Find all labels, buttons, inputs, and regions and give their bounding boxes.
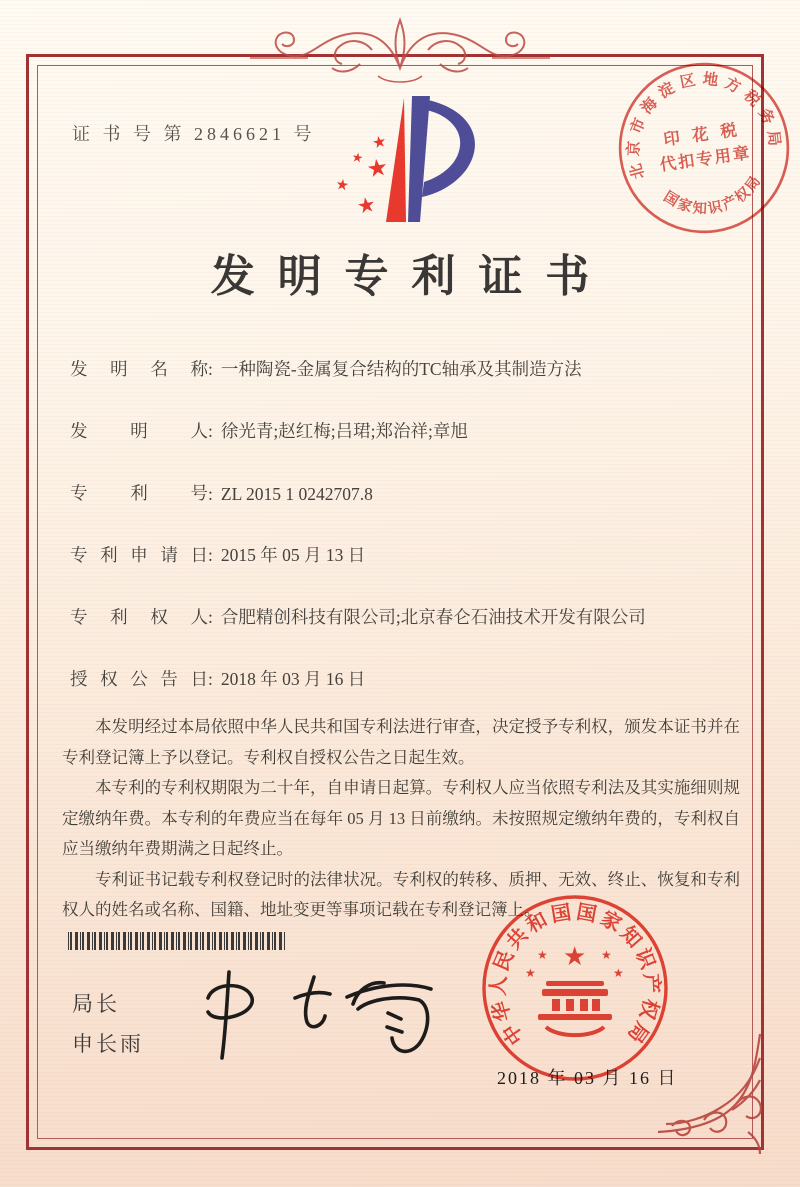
svg-text:★: ★ bbox=[525, 966, 536, 980]
svg-text:★: ★ bbox=[537, 948, 548, 962]
officer-name: 申长雨 bbox=[72, 1032, 144, 1056]
officer-title: 局长 bbox=[72, 992, 120, 1016]
agency-seal bbox=[480, 893, 670, 1083]
field-inventors: 发明人: 徐光青;赵红梅;吕珺;郑治祥;章旭 bbox=[70, 418, 738, 443]
tax-seal-top-text: 北京市海淀区地方税务局 bbox=[625, 70, 784, 181]
field-grant-date: 授权公告日: 2018 年 03 月 16 日 bbox=[70, 666, 738, 691]
field-patentee: 专利权人: 合肥精创科技有限公司;北京春仑石油技术开发有限公司 bbox=[70, 604, 738, 629]
tax-seal-center-line2: 代扣专用章 bbox=[658, 142, 753, 175]
field-label: 专利权人 bbox=[70, 607, 208, 627]
svg-text:★: ★ bbox=[370, 131, 389, 153]
svg-text:★: ★ bbox=[364, 152, 390, 184]
certificate-title: 发明专利证书 bbox=[210, 252, 613, 301]
issue-date: 2018 年 03 月 16 日 bbox=[497, 1068, 678, 1088]
svg-text:★: ★ bbox=[354, 191, 378, 219]
certificate-number: 证 书 号 第 2846621 号 bbox=[72, 124, 316, 144]
field-label: 发明人 bbox=[70, 421, 208, 441]
national-emblem-icon bbox=[525, 942, 624, 1035]
field-label: 专利申请日 bbox=[70, 545, 208, 565]
officer-block bbox=[72, 984, 144, 1064]
agency-seal-ring-text: 中华人民共和国国家知识产权局 bbox=[487, 901, 663, 1050]
field-value: 2018 年 03 月 16 日 bbox=[220, 669, 366, 689]
field-patent-number: 专利号: ZL 2015 1 0242707.8 bbox=[70, 480, 738, 505]
tax-stamp-seal bbox=[614, 58, 794, 238]
logo-red-wedge bbox=[386, 98, 406, 222]
logo-blue-p bbox=[408, 96, 475, 222]
field-value: 合肥精创科技有限公司;北京春仑石油技术开发有限公司 bbox=[220, 607, 646, 627]
logo-stars bbox=[334, 131, 390, 219]
signature-handwriting bbox=[195, 968, 435, 1063]
flourish-ornament bbox=[248, 6, 552, 94]
svg-text:★: ★ bbox=[613, 966, 624, 980]
field-label: 发明名称 bbox=[70, 359, 208, 379]
svg-text:★: ★ bbox=[563, 942, 587, 972]
field-application-date: 专利申请日: 2015 年 05 月 13 日 bbox=[70, 542, 738, 567]
paragraph-register: 专利证书记载专利权登记时的法律状况。专利权的转移、质押、无效、终止、恢复和专利权人的姓名或名称、国籍、地址变更等事项记载在专利登记簿上。 bbox=[62, 869, 740, 919]
paragraph-grant: 本发明经过本局依照中华人民共和国专利法进行审查，决定授予专利权，颁发本证书并在专利登记簿上予以登记。专利权自授权公告之日起生效。 bbox=[62, 717, 740, 767]
cnipa-logo bbox=[328, 90, 492, 236]
field-label: 授权公告日 bbox=[70, 669, 208, 689]
barcode bbox=[68, 932, 292, 950]
field-invention-name: 发明名称: 一种陶瓷-金属复合结构的TC轴承及其制造方法 bbox=[70, 356, 738, 381]
field-value: 徐光青;赵红梅;吕珺;郑治祥;章旭 bbox=[220, 421, 468, 441]
tax-seal-bottom-text: 国家知识产权局 bbox=[660, 172, 766, 218]
paragraph-term-fees: 本专利的专利权期限为二十年，自申请日起算。专利权人应当依照专利法及其实施细则规定缴纳年费。本专利的年费应当在每年 05 月 13 日前缴纳。未按照规定缴纳年费的，专利权自应当缴纳年费期满之日起终止。 bbox=[62, 778, 740, 858]
tax-seal-center-line1: 印 花 税 bbox=[662, 119, 742, 150]
svg-text:★: ★ bbox=[601, 948, 612, 962]
field-value: ZL 2015 1 0242707.8 bbox=[220, 484, 373, 504]
svg-text:★: ★ bbox=[350, 150, 365, 167]
field-label: 专利号 bbox=[70, 483, 208, 503]
svg-text:★: ★ bbox=[334, 174, 351, 195]
field-list bbox=[70, 356, 738, 728]
field-value: 一种陶瓷-金属复合结构的TC轴承及其制造方法 bbox=[220, 359, 582, 379]
field-value: 2015 年 05 月 13 日 bbox=[220, 545, 366, 565]
